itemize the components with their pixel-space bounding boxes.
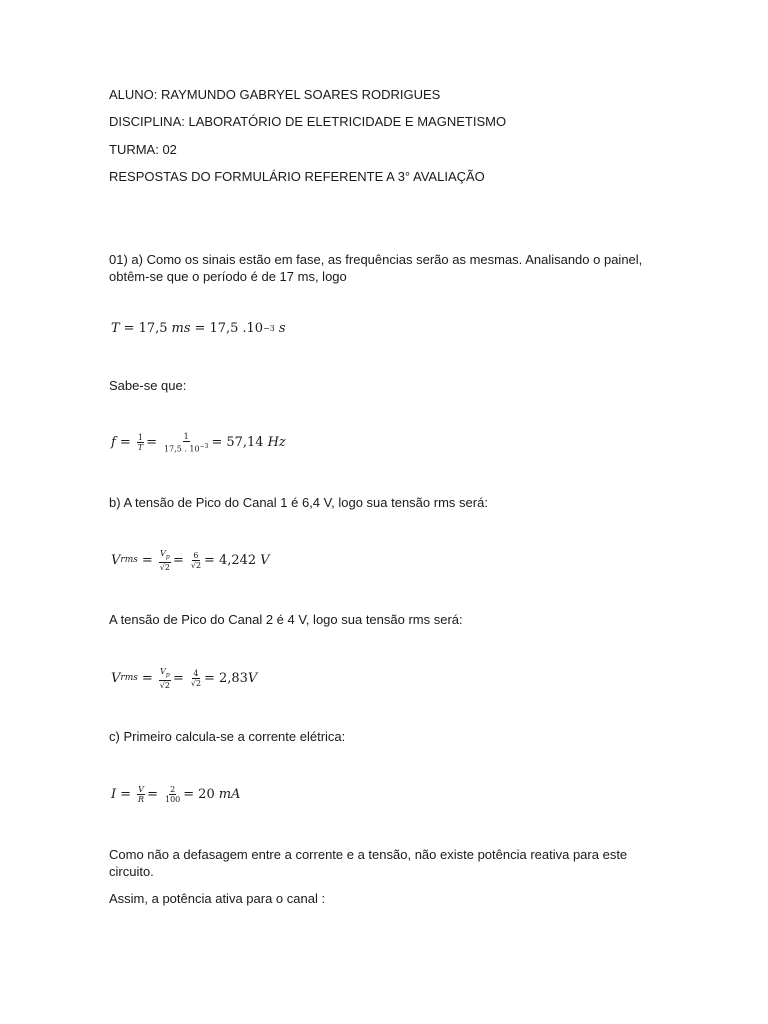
fraction-6-over-root2: $\frac{6}{√2}$ bbox=[190, 550, 202, 570]
equals-sign: = bbox=[147, 787, 158, 802]
period-value-1: 17,5 bbox=[138, 321, 168, 336]
equals-sign: = bbox=[204, 670, 215, 686]
voltage-symbol: V bbox=[111, 552, 121, 568]
fraction-2-over-100: $\frac{2}{100}$ bbox=[164, 785, 181, 804]
equation-vrms-channel-1 bbox=[111, 549, 270, 572]
question-1b-text: b) A tensão de Pico do Canal 1 é 6,4 V, logo sua tensão rms será: bbox=[109, 495, 488, 510]
voltage-unit: V bbox=[247, 670, 258, 686]
rms-subscript: rms bbox=[120, 555, 138, 566]
fraction-vp-over-root2: $\frac{V_p}{√2}$ bbox=[159, 667, 170, 690]
frequency-symbol: f bbox=[111, 435, 116, 451]
equals-sign: = bbox=[141, 670, 153, 686]
equals-sign: = bbox=[172, 670, 184, 686]
known-that-text: Sabe-se que: bbox=[109, 378, 187, 393]
equals-sign: = bbox=[119, 435, 131, 451]
question-1a-text: 01) a) Como os sinais estão em fase, as frequências serão as mesmas. Analisando o painel, obtêm-se que o período é de 17 ms, logo bbox=[109, 252, 643, 284]
fraction-vp-over-root2: $\frac{V_p}{√2}$ bbox=[159, 549, 170, 572]
equation-frequency bbox=[111, 432, 286, 454]
current-unit: mA bbox=[218, 787, 241, 802]
frequency-unit: Hz bbox=[267, 435, 286, 451]
active-power-text: Assim, a potência ativa para o canal : bbox=[109, 891, 326, 906]
power-base: 10 bbox=[246, 321, 264, 336]
equation-vrms-channel-2 bbox=[111, 667, 257, 690]
equals-sign: = bbox=[194, 321, 206, 336]
fraction-v-over-r: $\frac{V}{R}$ bbox=[138, 785, 145, 804]
equals-sign: = bbox=[172, 552, 184, 568]
fraction-4-over-root2: $\frac{4}{√2}$ bbox=[190, 668, 202, 688]
equals-sign: = bbox=[123, 321, 135, 336]
period-unit-2: s bbox=[278, 321, 286, 336]
period-symbol: T bbox=[111, 321, 120, 336]
equation-period bbox=[111, 321, 286, 336]
fraction-one-over-period: $\frac{1}{17,5 . 10^{-3}}$ bbox=[163, 432, 209, 454]
vrms-result-2: 2,83 bbox=[218, 670, 248, 686]
voltage-unit: V bbox=[260, 552, 270, 568]
equals-sign: = bbox=[141, 552, 153, 568]
equals-sign: = bbox=[204, 552, 215, 568]
equals-sign: = bbox=[183, 787, 195, 802]
fraction-one-over-t: $\frac{1}{T}$ bbox=[137, 433, 144, 453]
frequency-result: 57,14 bbox=[226, 435, 264, 451]
equals-sign: = bbox=[211, 435, 223, 451]
course-line: DISCIPLINA: LABORATÓRIO DE ELETRICIDADE E MAGNETISMO bbox=[109, 114, 507, 129]
vrms-result-1: 4,242 bbox=[218, 552, 257, 568]
student-name-line: ALUNO: RAYMUNDO GABRYEL SOARES RODRIGUES bbox=[109, 87, 441, 102]
answers-title-line: RESPOSTAS DO FORMULÁRIO REFERENTE A 3° AVALIAÇÃO bbox=[109, 169, 485, 184]
multiply-dot: . bbox=[242, 321, 247, 336]
rms-subscript: rms bbox=[120, 673, 138, 684]
current-symbol: I bbox=[111, 787, 117, 802]
period-unit-1: ms bbox=[171, 321, 191, 336]
question-1c-text: c) Primeiro calcula-se a corrente elétrica: bbox=[109, 729, 346, 744]
power-exponent: −3 bbox=[263, 324, 275, 333]
equals-sign: = bbox=[120, 787, 132, 802]
equals-sign: = bbox=[146, 435, 157, 451]
voltage-symbol: V bbox=[111, 670, 121, 686]
question-1b-channel-2-text: A tensão de Pico do Canal 2 é 4 V, logo sua tensão rms será: bbox=[109, 612, 463, 627]
no-phase-shift-text: Como não a defasagem entre a corrente e a tensão, não existe potência reativa para este circuito. bbox=[109, 847, 628, 879]
period-value-2: 17,5 bbox=[209, 321, 239, 336]
current-result: 20 bbox=[198, 787, 215, 802]
equation-current bbox=[111, 785, 240, 804]
class-line: TURMA: 02 bbox=[109, 142, 177, 157]
